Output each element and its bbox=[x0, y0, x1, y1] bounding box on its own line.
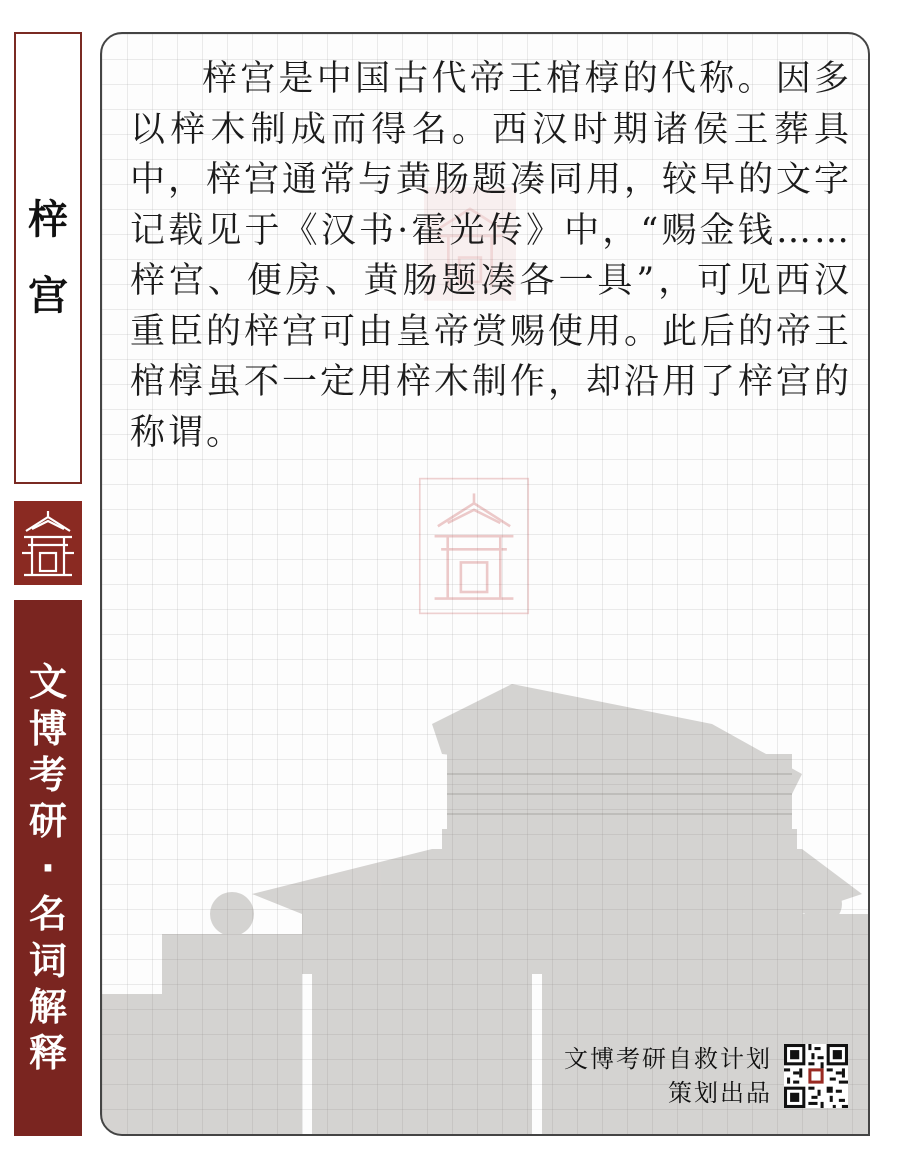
footer-line-1: 文博考研自救计划 bbox=[564, 1045, 772, 1073]
qr-code-icon[interactable] bbox=[784, 1044, 848, 1108]
series-label bbox=[14, 600, 82, 1136]
series-char: 解 bbox=[28, 984, 67, 1029]
title-box bbox=[14, 32, 82, 484]
footer-line-2: 策划出品 bbox=[668, 1079, 772, 1107]
definition-text: 梓宫是中国古代帝王棺椁的代称。因多以梓木制成而得名。西汉时期诸侯王葬具中，梓宫通常与黄肠题凑同用，较早的文字记载见于《汉书·霍光传》中，“赐金钱……梓宫、便房、黄肠题凑各一具”，可见西汉重臣的梓宫可由皇帝赏赐使用。此后的帝王棺椁虽不一定用梓木制作，却沿用了梓宫的称谓。 bbox=[130, 59, 853, 453]
seal-watermark-icon bbox=[412, 477, 536, 615]
title-char-2: 宫 bbox=[28, 273, 68, 319]
series-char: 研 bbox=[28, 799, 67, 844]
title-char-1: 梓 bbox=[28, 197, 68, 243]
series-char: 博 bbox=[28, 706, 67, 751]
content-panel bbox=[100, 32, 870, 1136]
footer-credit bbox=[564, 1042, 772, 1110]
series-char: 释 bbox=[28, 1031, 67, 1076]
series-char: 考 bbox=[28, 753, 67, 798]
series-char: 文 bbox=[28, 660, 67, 705]
series-char: 词 bbox=[28, 938, 67, 983]
seal-icon bbox=[14, 501, 82, 585]
footer bbox=[564, 1042, 848, 1110]
series-char: · bbox=[40, 845, 56, 890]
series-char: 名 bbox=[28, 892, 67, 937]
